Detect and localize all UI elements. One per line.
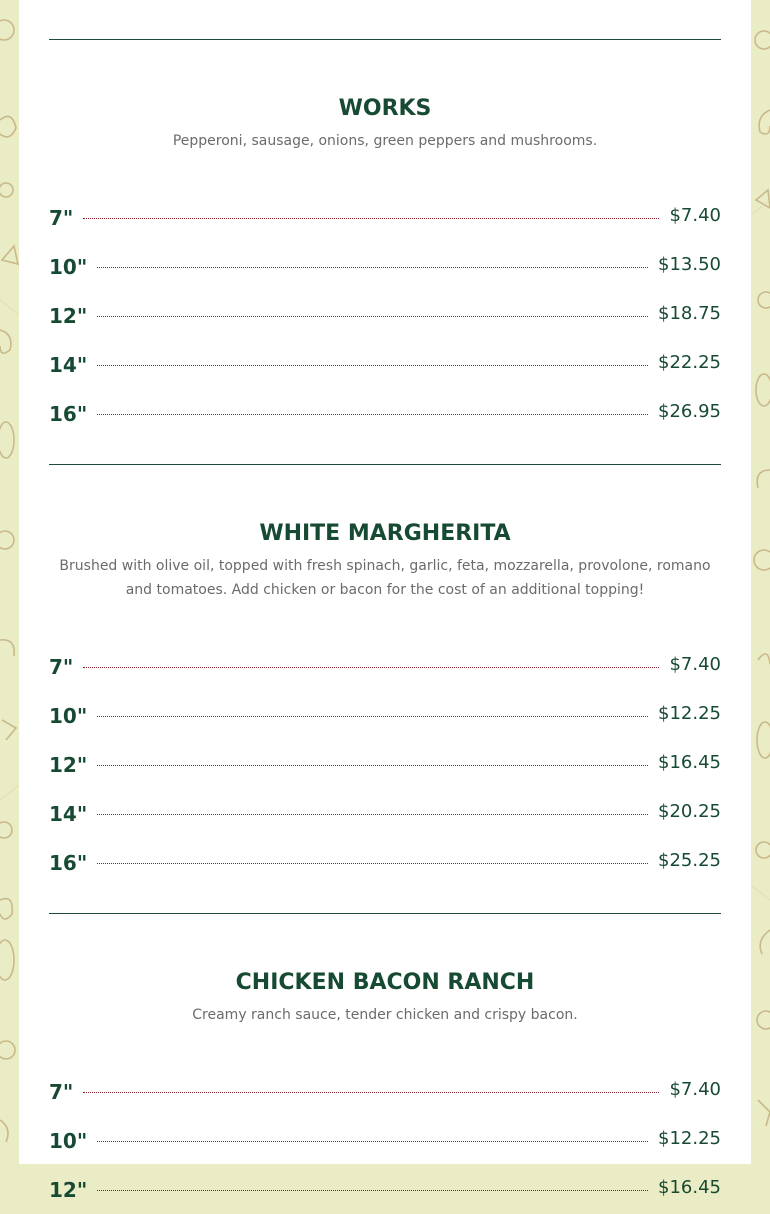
dotted-leader [97,365,648,366]
pizza-menu [49,0,721,1214]
dotted-leader [97,716,648,717]
section-spacer [49,887,721,913]
price-row [49,1116,721,1165]
dotted-leader [83,218,659,219]
price-value: $20.25 [658,801,721,822]
size-label: 10" [49,254,88,279]
dotted-leader [97,863,648,864]
price-row [49,340,721,389]
price-row [49,691,721,740]
size-label: 16" [49,850,88,875]
size-label: 14" [49,801,88,826]
dotted-leader [97,267,648,268]
size-label: 7" [49,205,74,230]
price-value: $18.75 [658,303,721,324]
menu-section-white-margherita [49,465,721,914]
price-value: $12.25 [658,1128,721,1149]
price-row [49,642,721,691]
section-title: CHICKEN BACON RANCH [235,970,535,995]
size-label: 10" [49,703,88,728]
price-value: $12.25 [658,703,721,724]
price-value: $25.25 [658,850,721,871]
price-value: $22.25 [658,352,721,373]
section-description: Pepperoni, sausage, onions, green peppers and mushrooms. [172,133,598,149]
dotted-leader [97,316,648,317]
price-value: $7.40 [669,654,721,675]
dotted-leader [83,667,659,668]
menu-section-works [49,40,721,465]
price-value: $7.40 [669,1079,721,1100]
price-row [49,389,721,438]
price-row [49,1067,721,1116]
price-row [49,1165,721,1214]
size-label: 10" [49,1128,88,1153]
dotted-leader [83,1092,659,1093]
section-description: Creamy ranch sauce, tender chicken and crispy bacon. [192,1007,578,1023]
size-label: 12" [49,1177,88,1202]
price-value: $13.50 [658,254,721,275]
size-label: 16" [49,401,88,426]
size-label: 7" [49,654,74,679]
size-label: 14" [49,352,88,377]
menu-section-chicken-bacon-ranch [49,914,721,1214]
dotted-leader [97,414,648,415]
size-label: 12" [49,303,88,328]
section-description: Brushed with olive oil, topped with fresh spinach, garlic, feta, mozzarella, provolone, romano and tomatoes. Add chicken or bacon for the cost of an additional topping! [59,558,711,598]
dotted-leader [97,765,648,766]
section-title: WORKS [338,96,432,121]
section-spacer [49,438,721,464]
price-row [49,789,721,838]
dotted-leader [97,814,648,815]
price-value: $26.95 [658,401,721,422]
previous-section-end [49,0,721,40]
price-list [49,193,721,438]
section-title: WHITE MARGHERITA [259,521,511,546]
dotted-leader [97,1141,648,1142]
price-row [49,838,721,887]
size-label: 12" [49,752,88,777]
price-row [49,193,721,242]
price-list [49,642,721,887]
price-list [49,1067,721,1214]
price-value: $16.45 [658,752,721,773]
price-value: $7.40 [669,205,721,226]
price-row [49,740,721,789]
price-row [49,242,721,291]
price-value: $16.45 [658,1177,721,1198]
size-label: 7" [49,1079,74,1104]
price-row [49,291,721,340]
dotted-leader [97,1190,648,1191]
